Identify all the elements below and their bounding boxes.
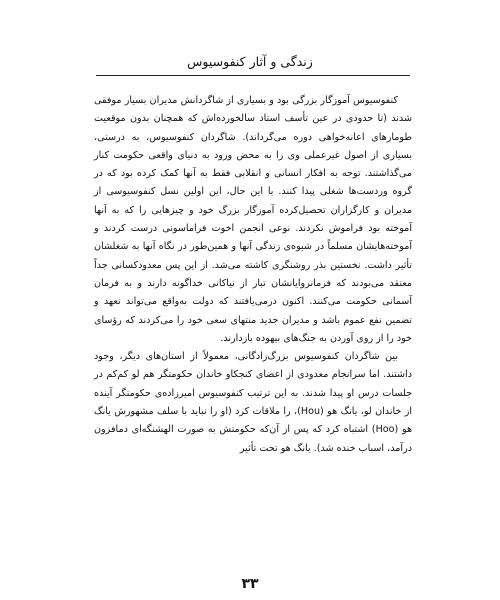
- page-number: ۳۳: [241, 576, 259, 592]
- header-divider: [96, 75, 410, 76]
- running-header: زندگی و آثار کنفوسیوس: [187, 54, 313, 69]
- paragraph: بین شاگردان کنفوسیوس بزرگ‌زادگانی، معمولاً از استان‌های دیگر، وجود داشتند. اما سرانجام معدودی از اعضای کنجکاو خاندان حکومتگر هم لو کم‌کم در جلسات درس او پیدا شدند. به این ترتیب کنفوسیوس امیرزاده‌ی حکومتگر آینده از خاندان لو، یانگ هو (Hou)، را ملاقات کرد (او را نباید با سلف مشهورش یانگ هو (Hoo) اشتباه کرد که پس از آن‌که حکومتش به صورت الهشنگه‌ای دمافزون درآمد، اسباب خنده شد). یانگ هو تحت تأثیر: [94, 351, 413, 454]
- paragraph: کنفوسیوس آموزگار بزرگی بود و بسیاری از شاگردانش مدیران بسیار موفقی شدند (تا حدودی در عین تأسف استاد سالخورده‌اش که همچنان بدون موقعیت طومارهای اعانه‌خواهی دوره می‌گرداند). شاگردان کنفوسیوس، به درستی، بسیاری از اصول غیرعملی وی را به محض ورود به دنیای واقعی حکومت کنار می‌گذاشتند. توجه به افکار انسانی و انقلابی فقط به آنها کمک کرده بود که در گروه وردست‌ها شغلی پیدا کنند. با این حال، این اولین نسل کنفوسیوسی از مدیران و کارگزاران تحصیل‌کرده آموزگار بزرگ خود و چیزهایی را که به آنها آموخته بود فراموش نکردند. نوعی انجمن اخوت فراماسونی درست کردند و آموخته‌هایشان مسلماً در شیوه‌ی زندگی آنها و همین‌طور در نگاه آنها به شغلشان تأثیر داشت. نخستین بذر روشنگری کاشته می‌شد. از این پس معدودکسانی جداً معتقد می‌بودند که فرمانروایانشان تبار از نیاکانی خداگونه دارند و به فرمان آسمانی حکومت می‌کنند. اکنون درمی‌یافتند که دولت به‌واقع می‌تواند تعهد و تضمین نفع عموم باشد و مدیران جدید منتهای سعی خود را می‌کردند که رؤسای خود را از روی آوردن به جنگ‌های بیهوده بازدارند.: [94, 95, 412, 344]
- body-text: [94, 92, 412, 458]
